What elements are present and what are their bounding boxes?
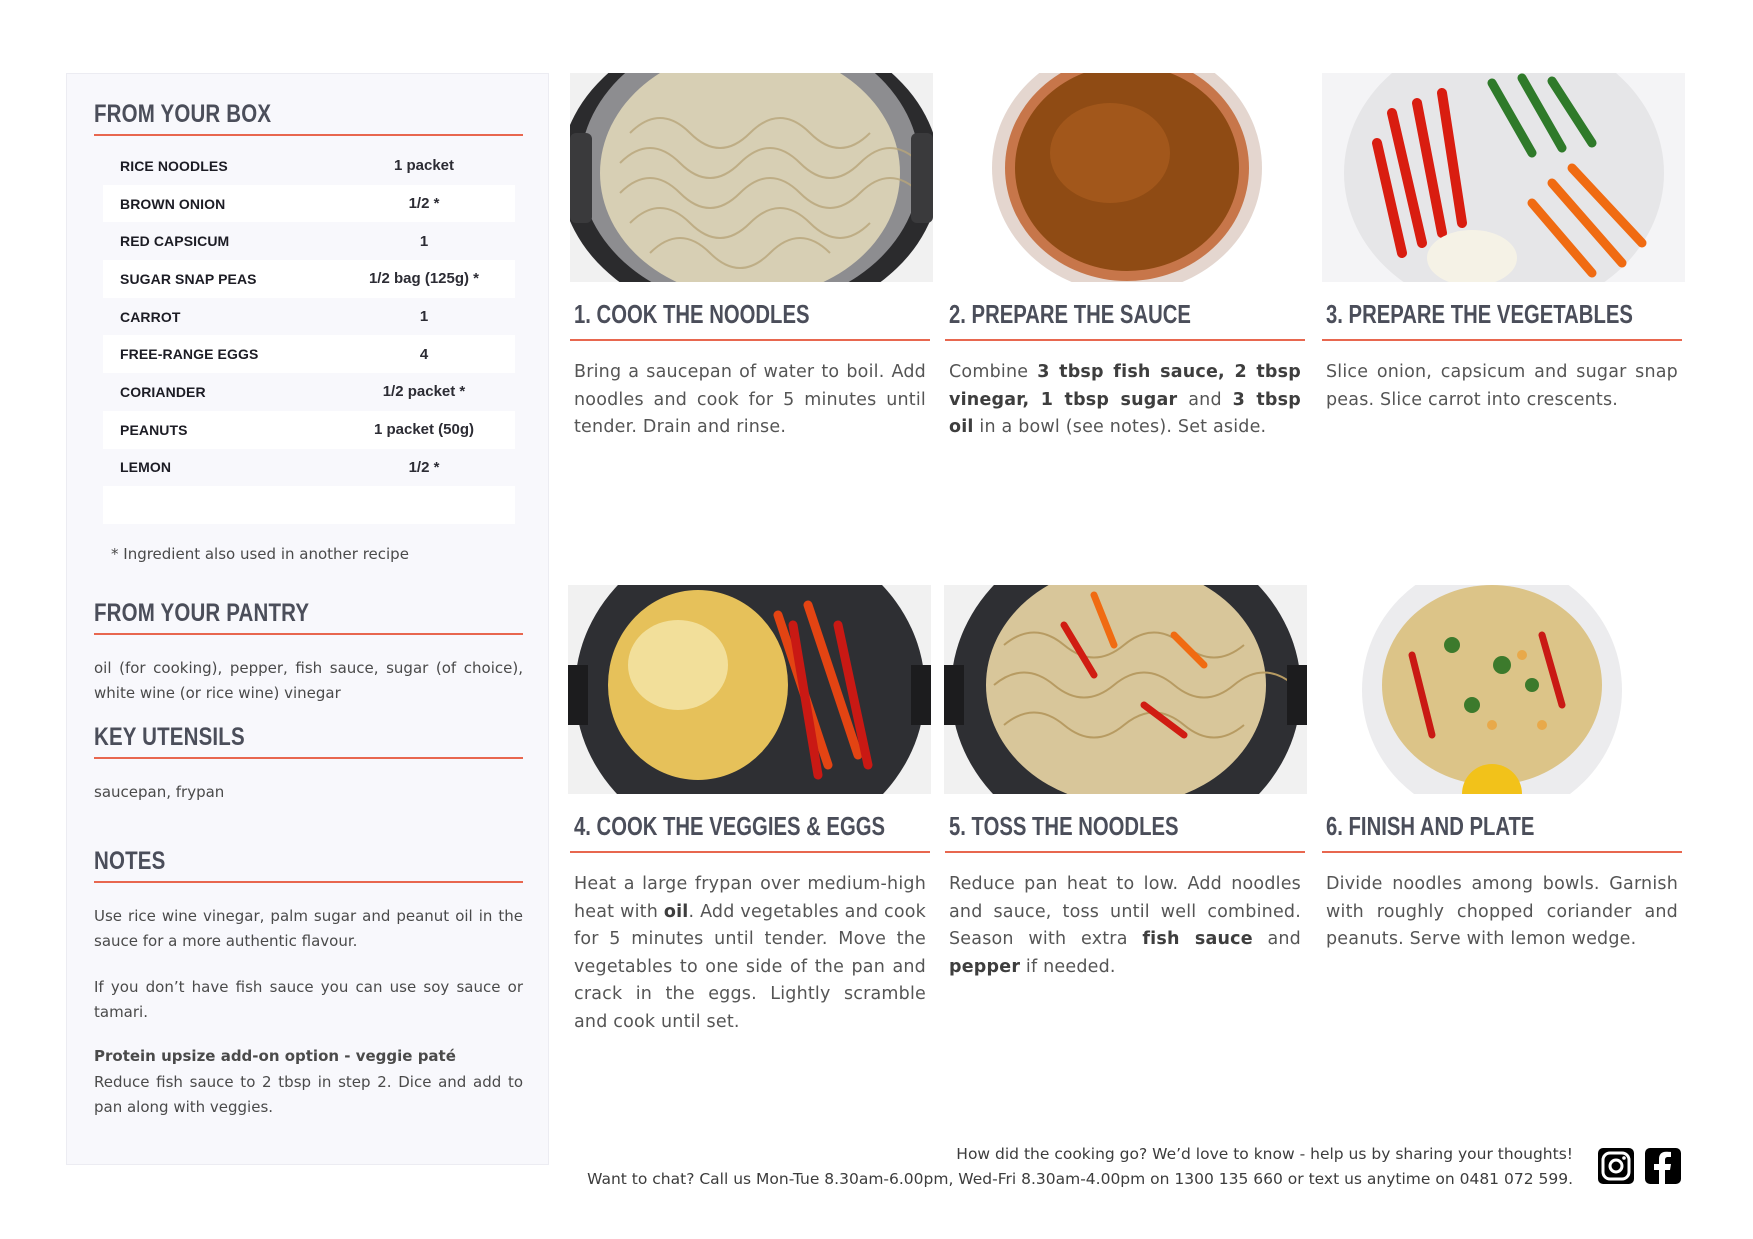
ingredient-row xyxy=(103,411,515,449)
sliced-vegetables-photo xyxy=(1322,73,1685,282)
step-text-segment: Reduce pan heat to low. Add noodles and sauce, toss until well combined. Season with extra xyxy=(949,874,1301,949)
step-bold-text: 3 tbsp fish sauce, 2 tbsp vinegar, 1 tbsp sugar xyxy=(949,362,1301,410)
step-title: 1. COOK THE NOODLES xyxy=(574,299,810,329)
step-rule xyxy=(1322,851,1682,853)
utensils-text: saucepan, frypan xyxy=(94,783,225,801)
notes-heading: NOTES xyxy=(94,847,166,875)
ingredient-name: PEANUTS xyxy=(120,421,188,438)
step-rule xyxy=(570,339,930,341)
sauce-bowl-photo xyxy=(945,73,1308,282)
step-title: 2. PREPARE THE SAUCE xyxy=(949,299,1191,329)
ingredient-footnote: * Ingredient also used in another recipe xyxy=(111,545,409,563)
instagram-icon[interactable] xyxy=(1598,1148,1634,1184)
ingredient-name: LEMON xyxy=(120,459,172,476)
note-1: Use rice wine vinegar, palm sugar and peanut oil in the sauce for a more authentic flavour. xyxy=(94,907,523,950)
step-bold-text: oil xyxy=(663,901,689,922)
ingredient-quantity: 1 packet (50g) xyxy=(373,421,475,439)
step-rule xyxy=(1322,339,1682,341)
feedback-line: How did the cooking go? We’d love to know - help us by sharing your thoughts! xyxy=(956,1145,1573,1163)
ingredient-row xyxy=(103,373,515,411)
ingredients-table xyxy=(103,147,515,524)
step-rule xyxy=(945,339,1305,341)
ingredient-row xyxy=(103,449,515,487)
pantry-text: oil (for cooking), pepper, fish sauce, sugar (of choice), white wine (or rice wine) vinegar xyxy=(94,659,523,702)
heading-rule xyxy=(94,633,523,635)
ingredient-row xyxy=(103,335,515,373)
ingredient-name: RED CAPSICUM xyxy=(120,233,230,250)
step-text-segment: Heat a large frypan over medium-high heat with xyxy=(574,874,926,922)
ingredient-quantity: 4 xyxy=(419,345,429,363)
heading-rule xyxy=(94,881,523,883)
step-text-segment: and xyxy=(1177,389,1233,410)
step-title: 5. TOSS THE NOODLES xyxy=(949,811,1179,841)
step-rule xyxy=(945,851,1305,853)
facebook-icon[interactable] xyxy=(1645,1148,1681,1184)
step-text-segment: . Add vegetables and cook for 5 minutes until tender. Move the vegetables to one side of the pan and crack in the eggs. Lightly scramble and cook until set. xyxy=(574,901,926,1032)
step-text-segment: Bring a saucepan of water to boil. Add noodles and cook for 5 minutes until tender. Drain and rinse. xyxy=(574,362,926,437)
from-your-pantry-heading: FROM YOUR PANTRY xyxy=(94,599,310,627)
noodles-in-colander-photo xyxy=(570,73,933,282)
step-rule xyxy=(570,851,930,853)
frypan-veggies-eggs-photo xyxy=(568,585,931,794)
ingredient-name: SUGAR SNAP PEAS xyxy=(120,270,257,287)
ingredient-row xyxy=(103,147,515,185)
step-text-segment: Slice onion, capsicum and sugar snap peas. Slice carrot into crescents. xyxy=(1326,362,1678,410)
ingredients-panel xyxy=(66,73,549,1165)
step-text-segment: in a bowl (see notes). Set aside. xyxy=(973,417,1267,437)
step-title: 3. PREPARE THE VEGETABLES xyxy=(1326,299,1633,329)
step-2-text xyxy=(949,359,1301,442)
step-bold-text: fish sauce xyxy=(1142,929,1253,949)
ingredient-row xyxy=(103,185,515,223)
ingredient-name: RICE NOODLES xyxy=(120,157,228,174)
ingredient-row xyxy=(103,222,515,260)
step-text-segment: if needed. xyxy=(1020,956,1116,977)
ingredient-row-empty xyxy=(103,486,515,524)
step-3-text xyxy=(1326,359,1678,414)
step-text-segment: Combine xyxy=(949,362,1038,382)
step-text-segment: Divide noodles among bowls. Garnish with roughly chopped coriander and peanuts. Serve with lemon wedge. xyxy=(1326,874,1678,949)
plated-bowl-photo xyxy=(1322,585,1685,794)
contact-line: Want to chat? Call us Mon-Tue 8.30am-6.00pm, Wed-Fri 8.30am-4.00pm on 1300 135 660 or text us anytime on 0481 072 599. xyxy=(587,1170,1573,1188)
ingredient-quantity: 1/2 bag (125g) * xyxy=(368,270,480,288)
from-your-box-heading: FROM YOUR BOX xyxy=(94,100,272,128)
ingredient-quantity: 1 packet xyxy=(393,157,455,175)
heading-rule xyxy=(94,757,523,759)
ingredient-name: FREE-RANGE EGGS xyxy=(120,346,259,363)
ingredient-quantity: 1 xyxy=(419,232,429,250)
ingredient-name: CORIANDER xyxy=(120,383,206,400)
ingredient-row xyxy=(103,298,515,336)
ingredient-quantity: 1/2 * xyxy=(408,195,440,213)
note-3-title: Protein upsize add-on option - veggie paté xyxy=(94,1047,456,1065)
note-2: If you don’t have fish sauce you can use soy sauce or tamari. xyxy=(94,978,523,1021)
ingredient-quantity: 1/2 * xyxy=(408,458,440,476)
ingredient-quantity: 1/2 packet * xyxy=(382,383,466,401)
ingredient-name: BROWN ONION xyxy=(120,195,226,212)
step-title: 6. FINISH AND PLATE xyxy=(1326,811,1535,841)
step-1-text xyxy=(574,359,926,442)
step-title: 4. COOK THE VEGGIES & EGGS xyxy=(574,811,886,841)
step-4-text xyxy=(574,871,926,1036)
step-text-segment: and xyxy=(1252,929,1301,949)
note-3-text: Reduce fish sauce to 2 tbsp in step 2. Dice and add to pan along with veggies. xyxy=(94,1073,523,1116)
frypan-noodles-photo xyxy=(944,585,1307,794)
ingredient-row xyxy=(103,260,515,298)
step-5-text xyxy=(949,871,1301,981)
heading-rule xyxy=(94,134,523,136)
ingredient-name: CARROT xyxy=(120,308,181,325)
ingredient-quantity: 1 xyxy=(419,308,429,326)
step-bold-text: pepper xyxy=(949,956,1021,977)
step-6-text xyxy=(1326,871,1678,954)
step-bold-text: 3 tbsp oil xyxy=(949,389,1301,437)
key-utensils-heading: KEY UTENSILS xyxy=(94,723,245,751)
